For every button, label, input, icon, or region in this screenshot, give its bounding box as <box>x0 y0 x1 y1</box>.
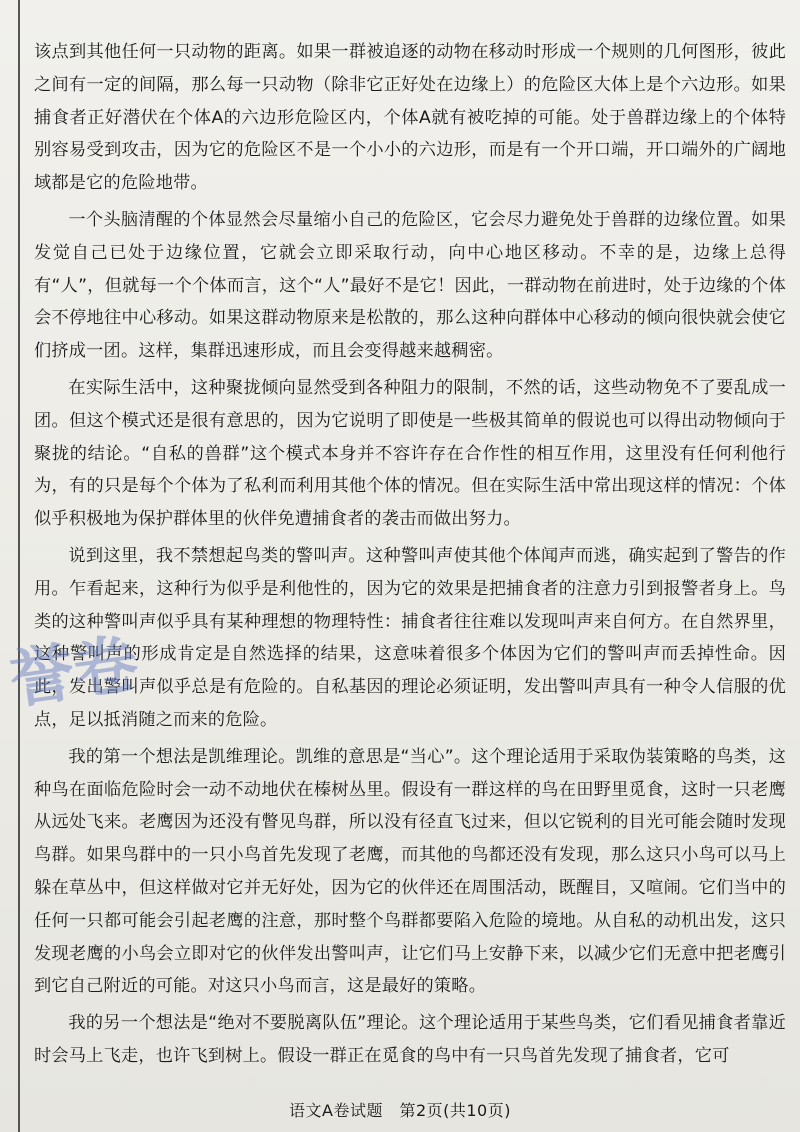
paragraph: 一个头脑清醒的个体显然会尽量缩小自己的危险区，它会尽力避免处于兽群的边缘位置。如果发觉自己已处于边缘位置，它就会立即采取行动，向中心地区移动。不幸的是，边缘上总得有“人”，但就每一个个体而言，这个“人”最好不是它！因此，一群动物在前进时，处于边缘的个体会不停地往中心移动。如果这群动物原来是松散的，那么这种向群体中心移动的倾向很快就会使它们挤成一团。这样，集群迅速形成，而且会变得越来越稠密。 <box>34 209 786 362</box>
left-margin-rule <box>18 0 20 1132</box>
paragraph: 说到这里，我不禁想起鸟类的警叫声。这种警叫声使其他个体闻声而逃，确实起到了警告的作用。乍看起来，这种行为似乎是利他性的，因为它的效果是把捕食者的注意力引到报警者身上。鸟类的这种警叫声似乎具有某种理想的物理特性：捕食者往往难以发现叫声来自何方。在自然界里，这种警叫声的形成肯定是自然选择的结果，这意味着很多个体因为它们的警叫声而丢掉性命。因此，发出警叫声似乎总是有危险的。自私基因的理论必须证明，发出警叫声具有一种令人信服的优点，足以抵消随之而来的危险。 <box>34 545 786 730</box>
paragraph: 我的第一个想法是凯维理论。凯维的意思是“当心”。这个理论适用于采取伪装策略的鸟类，这种鸟在面临危险时会一动不动地伏在榛树丛里。假设有一群这样的鸟在田野里觅食，这时一只老鹰从远处飞来。老鹰因为还没有瞥见鸟群，所以没有径直飞过来，但以它锐利的目光可能会随时发现鸟群。如果鸟群中的一只小鸟首先发现了老鹰，而其他的鸟都还没有发现，那么这只小鸟可以马上躲在草丛中，但这样做对它并无好处，因为它的伙伴还在周围活动，既醒目，又喧闹。它们当中的任何一只都可能会引起老鹰的注意，那时整个鸟群都要陷入危险的境地。从自私的动机出发，这只发现老鹰的小鸟会立即对它的伙伴发出警叫声，让它们马上安静下来，以减少它们无意中把老鹰引到它自己附近的可能。对这只小鸟而言，这是最好的策略。 <box>34 746 786 997</box>
paragraph: 我的另一个想法是“绝对不要脱离队伍”理论。这个理论适用于某些鸟类，它们看见捕食者靠近时会马上飞走，也许飞到树上。假设一群正在觅食的鸟中有一只鸟首先发现了捕食者，它可 <box>34 1013 786 1066</box>
paragraph: 该点到其他任何一只动物的距离。如果一群被追逐的动物在移动时形成一个规则的几何图形，彼此之间有一定的间隔，那么每一只动物（除非它正好处在边缘上）的危险区大体上是个六边形。如果捕食者正好潜伏在个体A的六边形危险区内，个体A就有被吃掉的可能。处于兽群边缘上的个体特别容易受到攻击，因为它的危险区不是一个小小的六边形，而是有一个开口端，开口端外的广阔地域都是它的危险地带。 <box>34 42 786 194</box>
document-body <box>34 36 786 1077</box>
page-footer: 语文A卷试题 第2页(共10页) <box>289 1101 511 1120</box>
stamp-watermark: 誉卷 <box>5 626 143 719</box>
paragraph: 在实际生活中，这种聚拢倾向显然受到各种阻力的限制，不然的话，这些动物免不了要乱成一团。但这个模式还是很有意思的，因为它说明了即使是一些极其简单的假说也可以得出动物倾向于聚拢的结论。“自私的兽群”这个模式本身并不容许存在合作性的相互作用，这里没有任何利他行为，有的只是每个个体为了私利而利用其他个体的情况。但在实际生活中常出现这样的情况：个体似乎积极地为保护群体里的伙伴免遭捕食者的袭击而做出努力。 <box>34 377 786 530</box>
